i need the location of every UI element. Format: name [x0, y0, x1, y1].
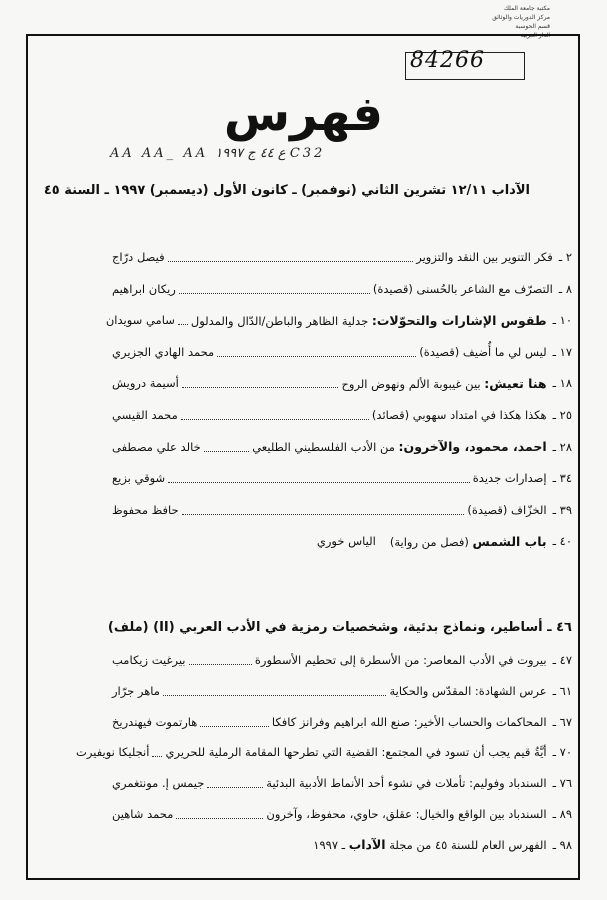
entry-author: محمد الهادي الجزيري	[112, 344, 215, 359]
entry-author: فيصل درّاج	[112, 250, 165, 264]
page-number: ١٨ ـ	[552, 376, 572, 391]
entry-title-text: بين غيبوبة الألم ونهوض الروح	[341, 376, 481, 391]
entry-title-bold: هنا تعيش:	[484, 375, 547, 391]
entry-author: محمد شاهين	[112, 807, 174, 821]
toc-entry	[112, 343, 572, 361]
entry-title	[390, 534, 547, 549]
entry-author: ريكان ابراهيم	[112, 281, 176, 296]
toc-entry	[112, 469, 572, 487]
page-number: ٤٠ ـ	[552, 534, 572, 549]
entry-title-text: من الأدب الفلسطيني الطليعي	[252, 440, 395, 455]
dot-leader	[200, 717, 268, 727]
dot-leader	[189, 655, 252, 665]
entry-title	[313, 837, 546, 852]
dot-leader	[182, 378, 339, 388]
entry-title	[255, 653, 547, 667]
entry-title-text: السندباد وفوليم: تأملات في نشوء أحد الأنماط الأدبية البدئية	[266, 776, 547, 791]
entry-author: جيمس إ. مونتغمري	[112, 776, 205, 791]
toc-entry	[112, 774, 572, 792]
issue-line: الآداب ١٢/١١ تشرين الثاني (نوفمبر) ـ كانون الأول (ديسمبر) ١٩٩٧ ـ السنة ٤٥	[43, 183, 530, 198]
entry-title-text: الفهرس العام للسنة ٤٥ من مجلة	[389, 838, 547, 853]
toc-entry	[112, 248, 572, 266]
entry-title-text: بيروت في الأدب المعاصر: من الأسطرة إلى تحطيم الأسطورة	[254, 653, 547, 667]
page-number: ٢ ـ	[558, 250, 572, 264]
entry-title	[467, 503, 546, 517]
dot-leader	[163, 686, 387, 696]
page-number: ٦٧ ـ	[552, 714, 572, 729]
entry-title-bold: طقوس الإشارات والتحوّلات:	[371, 312, 547, 328]
dot-leader	[168, 252, 414, 262]
entry-title	[419, 345, 546, 359]
entry-title	[165, 745, 546, 759]
entry-title-text: عرس الشهادة: المقدّس والحكاية	[389, 683, 547, 698]
entry-author: أسيمة درويش	[112, 376, 179, 391]
page-number: ٨ ـ	[558, 281, 572, 296]
dot-leader	[152, 747, 162, 757]
entry-title	[416, 250, 553, 264]
entry-title-bold: احمد، محمود، والآخرون:	[398, 439, 547, 455]
entry-author: سامي سويدان	[105, 313, 175, 328]
entry-author: شوقي بزيع	[112, 471, 166, 486]
dot-leader	[207, 778, 263, 788]
toc-entry	[112, 836, 572, 854]
entry-author: الياس خوري	[316, 534, 376, 549]
entry-title	[473, 471, 547, 485]
handwritten-annotation: AA AA_ AA ع ٤٤ ج ١٩٩٧ C32	[110, 146, 326, 161]
page-number: ٧٦ ـ	[552, 776, 572, 791]
toc-entry	[112, 651, 572, 669]
page-number: ٤٧ ـ	[552, 653, 572, 667]
toc-entry	[112, 501, 572, 519]
dot-leader	[217, 347, 416, 357]
toc-entry	[105, 311, 572, 329]
toc-entry	[112, 713, 572, 731]
dot-leader	[178, 315, 188, 325]
entry-title	[191, 313, 547, 328]
entry-title-text: فكر التنوير بين النقد والتزوير	[416, 250, 553, 264]
stamp-line: مكتبة جامعة الملك	[503, 5, 550, 12]
toc-entry	[112, 406, 572, 424]
stamp-line: قسم الحوسبة	[515, 23, 550, 30]
entry-title-text: التصرّف مع الشاعر بالحُسنى (قصيدة)	[372, 281, 553, 296]
entry-title	[266, 776, 546, 790]
entry-author: أنجليكا نويفيرت	[76, 745, 150, 760]
toc-entry	[112, 532, 572, 550]
entry-title	[272, 715, 547, 729]
entry-author: ماهر جرّار	[112, 683, 160, 698]
entry-title	[266, 807, 546, 821]
page-number: ٣٩ ـ	[552, 502, 572, 517]
entry-title	[373, 282, 553, 296]
page-number: ٦١ ـ	[552, 683, 572, 698]
entry-title-text: هكذا هكذا في امتداد سهوبي (قصائد)	[371, 408, 547, 422]
page-number: ٢٨ ـ	[552, 439, 572, 454]
page-number: ٢٥ ـ	[552, 408, 572, 422]
entry-title-text: إصدارات جديدة	[472, 471, 547, 486]
toc-entry	[112, 438, 572, 456]
entry-author: هارتموت فيهندريخ	[112, 714, 198, 729]
toc-entry	[76, 743, 572, 761]
entry-title-bold: باب الشمس	[472, 533, 547, 549]
page-number: ٨٩ ـ	[552, 807, 572, 821]
entry-title-text: المحاكمات والحساب الأخير: صنع الله ابراهيم وفرانز كافكا	[271, 714, 547, 729]
handwritten-number: 84266	[410, 48, 485, 73]
dot-leader	[181, 410, 369, 420]
entry-title-text: أيَّةُ قيم يجب أن تسود في المجتمع: القضية التي تطرحها المقامة الرملية للحريري	[165, 745, 547, 760]
entry-title	[389, 684, 546, 698]
stamp-line: الدار العربية	[520, 32, 550, 39]
page-number: ٧٠ ـ	[552, 745, 572, 760]
toc-entry	[112, 280, 572, 298]
page-number: ٩٨ ـ	[552, 837, 572, 852]
dot-leader	[204, 442, 250, 452]
entry-author: خالد علي مصطفى	[112, 439, 201, 454]
dot-leader	[176, 809, 263, 819]
toc-entry	[112, 805, 572, 823]
toc-entry	[112, 374, 572, 392]
dot-leader	[182, 505, 465, 515]
entry-title-text: السندباد بين الواقع والخيال: عقلق، حاوي، محفوظ، وآخرون	[266, 807, 547, 821]
entry-title-text: جدلية الظاهر والباطن/الدّال والمدلول	[190, 313, 369, 328]
page-number: ١٧ ـ	[552, 344, 572, 359]
entry-author: حافظ محفوظ	[112, 502, 179, 517]
page-number: ١٠ ـ	[552, 313, 572, 328]
entry-title-text: ليس لي ما أُضيف (قصيدة)	[419, 344, 547, 359]
entry-title	[372, 408, 547, 422]
stamp-line: مركز الدوريات والوثائق	[492, 14, 550, 21]
entry-author: بيرغيت زيكامب	[112, 653, 186, 667]
entry-title	[341, 376, 546, 391]
page-title: فهرس	[223, 86, 384, 142]
entry-title	[252, 439, 546, 454]
entry-title-tail: ـ ١٩٩٧	[313, 838, 346, 853]
dot-leader	[168, 473, 470, 483]
section-title: ٤٦ ـ أساطير، ونماذج بدئية، وشخصيات رمزية في الأدب العربي (II) (ملف)	[107, 620, 572, 635]
entry-title-bold: الآداب	[348, 837, 386, 853]
entry-title-text: الخزّاف (قصيدة)	[467, 502, 547, 517]
toc-entry	[112, 682, 572, 700]
dot-leader	[179, 284, 370, 294]
entry-author: محمد القيسي	[112, 408, 178, 422]
entry-title-text: (فصل من رواية)	[389, 534, 469, 549]
page-number: ٣٤ ـ	[552, 471, 572, 486]
